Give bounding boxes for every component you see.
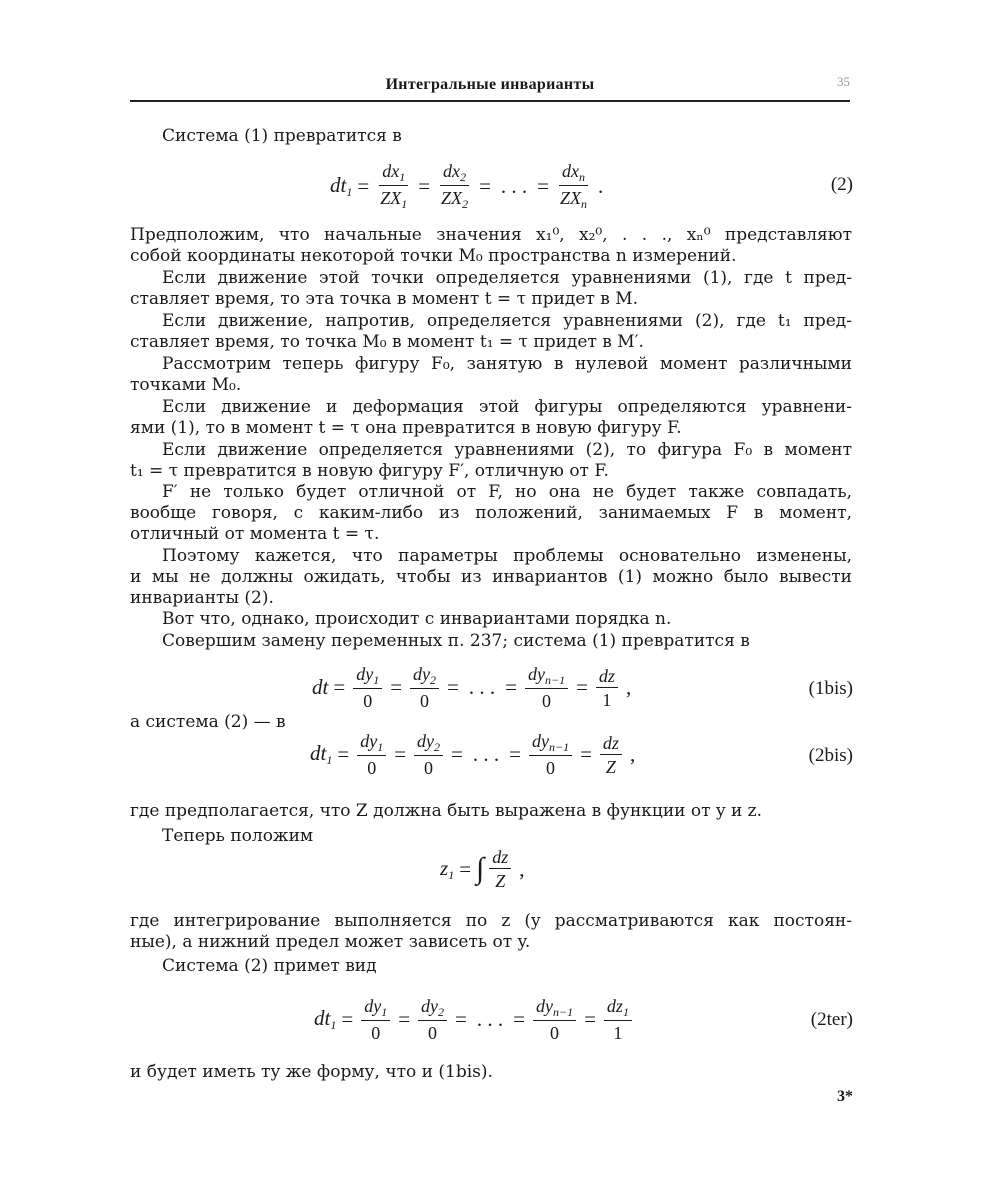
line: где интегрирование выполняется по z (y рассматриваются как постоян- xyxy=(130,911,852,931)
paragraph-new-figure xyxy=(130,440,852,482)
paragraph-intro: Система (1) превратится в xyxy=(162,126,402,146)
line: Рассмотрим теперь фигуру F₀, занятую в нулевой момент различными xyxy=(162,354,852,374)
line: инварианты (2). xyxy=(130,588,274,608)
line: ставляет время, то эта точка в момент t = τ придет в M. xyxy=(130,289,639,309)
line: ставляет время, то точка M₀ в момент t₁ = τ придет в M′. xyxy=(130,332,644,352)
line: ями (1), то в момент t = τ она превратится в новую фигуру F. xyxy=(130,418,682,438)
running-header xyxy=(130,72,850,102)
line: ные), а нижний предел может зависеть от y. xyxy=(130,932,531,952)
line: собой координаты некоторой точки M₀ пространства n измерений. xyxy=(130,246,737,266)
paragraph-figure xyxy=(130,354,852,396)
paragraph-z-function: где предполагается, что Z должна быть выражена в функции от y и z. xyxy=(130,801,763,821)
equation-2bis: $dt_1$ = $\frac{dy_1}{0}$ = $\frac{dy_2}{0}$ = . . . = $\frac{dy_{n-1}}{0}$ = $\frac{dz}{Z}$ , xyxy=(310,731,636,778)
line: отличный от момента t = τ. xyxy=(130,524,380,544)
line: точками M₀. xyxy=(130,375,242,395)
header-page-mark: 35 xyxy=(837,74,850,89)
equation-2bis-label: (2bis) xyxy=(808,745,853,766)
paragraph-parameters xyxy=(130,546,852,609)
line: и мы не должны ожидать, чтобы из инвариантов (1) можно было вывести xyxy=(130,567,852,587)
equation-2: $dt_1$ = $\frac{dx_1}{ZX_1}$ = $\frac{dx_2}{ZX_2}$ = . . . = $\frac{dx_n}{ZX_n}$ . xyxy=(330,161,604,211)
equation-2ter-label: (2ter) xyxy=(810,1009,853,1030)
page-signature: 3* xyxy=(837,1088,853,1105)
line: t₁ = τ превратится в новую фигуру F′, отличную от F. xyxy=(130,461,609,481)
paragraph-same-form: и будет иметь ту же форму, что и (1bis). xyxy=(130,1062,493,1082)
paragraph-system-2: а система (2) — в xyxy=(130,712,286,732)
line: Если движение и деформация этой фигуры определяются уравнени- xyxy=(162,397,852,417)
line: F′ не только будет отличной от F, но она не будет также совпадать, xyxy=(162,482,852,502)
equation-2ter: $dt_1$ = $\frac{dy_1}{0}$ = $\frac{dy_2}{0}$ = . . . = $\frac{dy_{n-1}}{0}$ = $\frac{dz_1}{1}$ xyxy=(314,997,635,1042)
paragraph-order-n: Вот что, однако, происходит с инвариантами порядка n. xyxy=(162,609,672,629)
paragraph-integration xyxy=(130,911,852,953)
equation-1bis-label: (1bis) xyxy=(808,678,853,699)
line: Поэтому кажется, что параметры проблемы основательно изменены, xyxy=(162,546,852,566)
paragraph-initial-values xyxy=(130,225,852,267)
line: Если движение этой точки определяется уравнениями (1), где t пред- xyxy=(162,268,852,288)
paragraph-let: Теперь положим xyxy=(162,826,314,846)
equation-2-label: (2) xyxy=(830,174,853,195)
line: вообще говоря, с каким-либо из положений, занимаемых F в момент, xyxy=(130,503,852,523)
paragraph-system-form: Система (2) примет вид xyxy=(162,956,377,976)
line: Предположим, что начальные значения x₁⁰, x₂⁰, . . ., xₙ⁰ представляют xyxy=(130,225,852,245)
paragraph-motion-2 xyxy=(130,311,852,353)
line: Если движение определяется уравнениями (2), то фигура F₀ в момент xyxy=(162,440,852,460)
paragraph-motion-1 xyxy=(130,268,852,310)
line: Если движение, напротив, определяется уравнениями (2), где t₁ пред- xyxy=(162,311,852,331)
equation-z1-integral: $z_1$ = ∫ $\frac{dz}{Z}$ , xyxy=(440,847,525,891)
paragraph-deformation xyxy=(130,397,852,439)
paragraph-substitution: Совершим замену переменных п. 237; система (1) превратится в xyxy=(162,631,750,651)
paragraph-distinct xyxy=(130,482,852,545)
header-title: Интегральные инварианты xyxy=(385,76,595,93)
equation-1bis: dt = $\frac{dy_1}{0}$ = $\frac{dy_2}{0}$ = . . . = $\frac{dy_{n-1}}{0}$ = $\frac{dz}{1}$ , xyxy=(312,664,632,711)
